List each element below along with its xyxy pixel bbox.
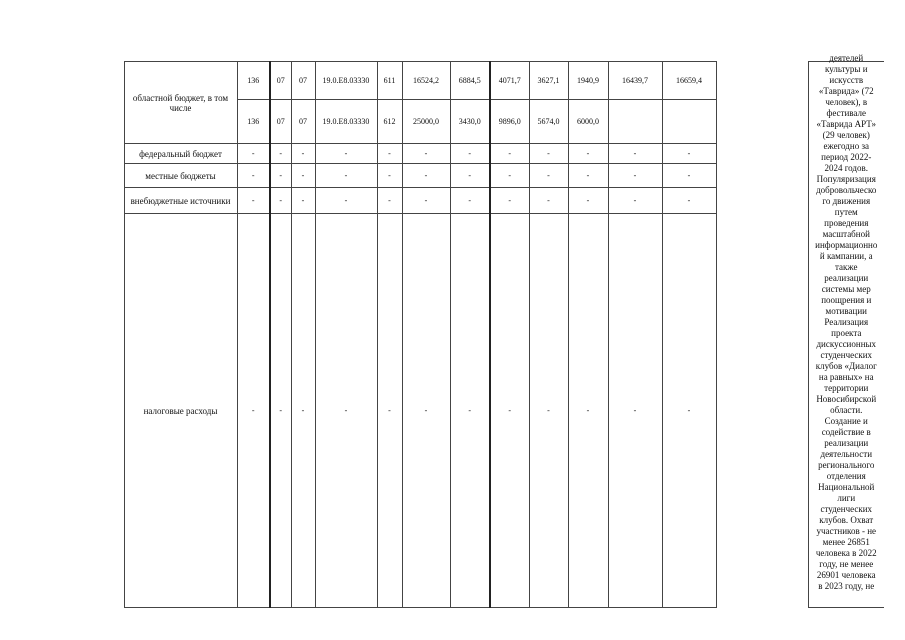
table-cell: 25000,0 [402,100,450,144]
table-cell: - [662,188,716,214]
table-cell: 136 [237,100,270,144]
table-cell: 6884,5 [450,62,490,100]
table-cell: - [270,188,291,214]
table-cell: - [270,164,291,188]
table-cell: - [490,144,529,164]
table-cell: - [490,164,529,188]
table-cell: - [608,164,662,188]
table-cell: 07 [291,100,315,144]
table-cell: - [529,164,568,188]
table-cell: - [450,214,490,608]
table-cell: 07 [291,62,315,100]
table-cell: - [608,144,662,164]
table-cell: - [315,214,377,608]
table-cell: - [568,214,608,608]
table-cell: 611 [377,62,402,100]
description-cell [808,53,884,608]
table-cell: - [402,214,450,608]
table-cell [608,100,662,144]
table-cell: - [291,188,315,214]
table-cell: - [662,214,716,608]
table-cell: - [450,144,490,164]
table-cell: 07 [270,100,291,144]
table-cell: - [291,214,315,608]
table-cell: - [529,214,568,608]
table-cell: - [270,214,291,608]
table-cell: - [237,144,270,164]
table-cell: - [490,188,529,214]
table-cell: - [291,164,315,188]
table-cell: - [662,164,716,188]
table-cell: - [450,188,490,214]
empty-left-column [22,62,124,608]
table-cell: - [662,144,716,164]
table-cell: - [270,144,291,164]
table-cell: 1940,9 [568,62,608,100]
budget-table [22,53,884,608]
table-cell: 16439,7 [608,62,662,100]
table-cell: 136 [237,62,270,100]
table-cell: - [402,188,450,214]
table-cell: - [377,214,402,608]
table-cell: - [377,188,402,214]
table-cell: - [450,164,490,188]
table-cell: 6000,0 [568,100,608,144]
source-label: федеральный бюджет [124,144,237,164]
table-cell: - [237,214,270,608]
table-cell: 07 [270,62,291,100]
table-cell: - [377,144,402,164]
table-cell: - [490,214,529,608]
table-cell: - [237,164,270,188]
table-cell: - [568,188,608,214]
table-cell: 612 [377,100,402,144]
table-cell: 16524,2 [402,62,450,100]
table-cell: - [568,164,608,188]
table-cell: - [568,144,608,164]
table-cell: - [237,188,270,214]
empty-column [716,62,808,608]
table-cell: - [529,188,568,214]
table-cell: - [608,188,662,214]
table-cell: - [315,164,377,188]
source-label: областной бюджет, в том числе [124,62,237,144]
table-row [22,62,884,100]
table-cell: 9896,0 [490,100,529,144]
table-cell: 19.0.Е8.03330 [315,100,377,144]
table-cell: - [402,144,450,164]
source-label: внебюджетные источники [124,188,237,214]
table-cell: 3627,1 [529,62,568,100]
table-cell: 16659,4 [662,62,716,100]
table-cell: - [402,164,450,188]
table-cell [662,100,716,144]
table-cell: - [315,188,377,214]
table-cell: 5674,0 [529,100,568,144]
table-cell: - [377,164,402,188]
table-cell: 19.0.Е8.03330 [315,62,377,100]
table-cell: - [529,144,568,164]
source-label: налоговые расходы [124,214,237,608]
source-label: местные бюджеты [124,164,237,188]
table-cell: 4071,7 [490,62,529,100]
table-cell: 3430,0 [450,100,490,144]
table-cell: - [291,144,315,164]
table-cell: - [608,214,662,608]
description-text: деятелей культуры и искусств «Таврида» (72 человек), в фестивале «Таврида АРТ» (29 человек) ежегодно за период 2022- 2024 годов. Популяризация добровольческо го движения путем проведения масштабной информационно й кампании, а также реализации системы мер поощрения и мотивации Реализация проекта дискуссионных студенческих клубов «Диалог на равных» на территории Новосибирской области. Создание и содействие в реализации деятельности регионального отделения Национальной лиги студенческих клубов. Охват участников - не менее 26851 человека в 2022 году, не менее 26901 человека в 2023 году, не [815,53,878,591]
table-cell: - [315,144,377,164]
